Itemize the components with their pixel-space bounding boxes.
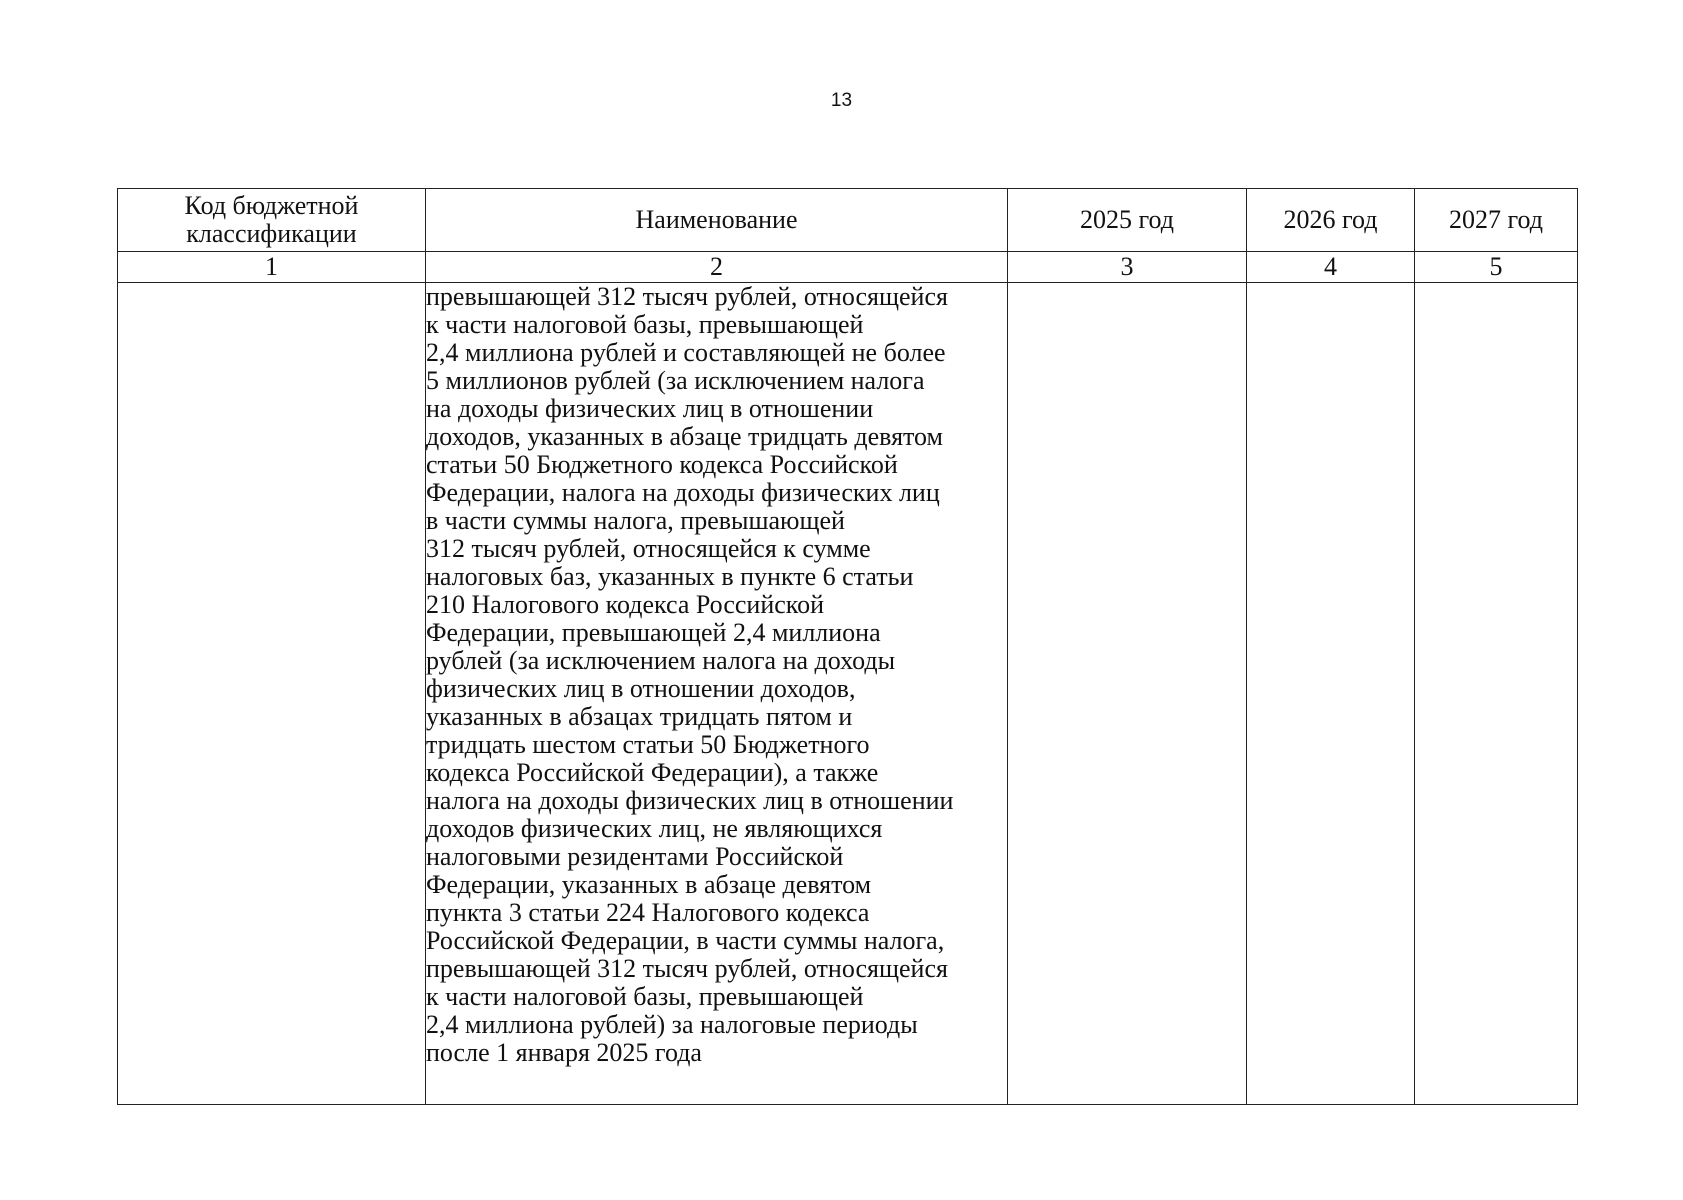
name-text-line: на доходы физических лиц в отношении — [426, 394, 874, 423]
name-text-line: налоговых баз, указанных в пункте 6 статьи — [426, 562, 914, 591]
name-text-line: Федерации, превышающей 2,4 миллиона — [426, 618, 881, 647]
name-text-line: физических лиц в отношении доходов, — [426, 674, 856, 703]
name-text-line: после 1 января 2025 года — [426, 1038, 702, 1067]
name-text-line: кодекса Российской Федерации), а также — [426, 758, 879, 787]
name-text-line: доходов физических лиц, не являющихся — [426, 814, 883, 843]
name-text-line: тридцать шестом статьи 50 Бюджетного — [426, 730, 870, 759]
name-text-line: Федерации, налога на доходы физических лиц — [426, 478, 940, 507]
cell-name — [426, 283, 1008, 1105]
name-text-line: рублей (за исключением налога на доходы — [426, 646, 896, 675]
cell-year-2025 — [1008, 283, 1247, 1105]
budget-table — [117, 188, 1578, 1105]
name-text-line: к части налоговой базы, превышающей — [426, 310, 864, 339]
column-number: 4 — [1247, 252, 1415, 283]
name-text-line: указанных в абзацах тридцать пятом и — [426, 702, 853, 731]
name-text-line: пункта 3 статьи 224 Налогового кодекса — [426, 898, 870, 927]
page-number: 13 — [830, 90, 853, 111]
name-text-line: налога на доходы физических лиц в отношении — [426, 786, 954, 815]
name-text-line: доходов, указанных в абзаце тридцать девятом — [426, 422, 944, 451]
name-text-line: превышающей 312 тысяч рублей, относящейся — [426, 282, 948, 311]
name-text-block — [426, 283, 1007, 1067]
name-text-line: 2,4 миллиона рублей и составляющей не более — [426, 338, 946, 367]
name-text-line: налоговыми резидентами Российской — [426, 842, 844, 871]
name-text-line: 312 тысяч рублей, относящейся к сумме — [426, 534, 871, 563]
column-number: 3 — [1008, 252, 1247, 283]
name-text-line: Федерации, указанных в абзаце девятом — [426, 870, 872, 899]
header-year-2027: 2027 год — [1415, 189, 1578, 252]
name-text-line: 2,4 миллиона рублей) за налоговые периоды — [426, 1010, 918, 1039]
name-text-line: превышающей 312 тысяч рублей, относящейся — [426, 954, 948, 983]
column-number: 1 — [118, 252, 426, 283]
header-code: Код бюджетной классификации — [118, 189, 426, 252]
cell-code — [118, 283, 426, 1105]
table-header-row — [118, 189, 1578, 252]
header-year-2025: 2025 год — [1008, 189, 1247, 252]
table-row — [118, 283, 1578, 1105]
column-number: 2 — [426, 252, 1008, 283]
column-number-row — [118, 252, 1578, 283]
name-text-line: к части налоговой базы, превышающей — [426, 982, 864, 1011]
cell-year-2027 — [1415, 283, 1578, 1105]
name-text-line: в части суммы налога, превышающей — [426, 506, 845, 535]
name-text-line: 210 Налогового кодекса Российской — [426, 590, 824, 619]
name-text-line: Российской Федерации, в части суммы налога, — [426, 926, 945, 955]
name-text-line: 5 миллионов рублей (за исключением налога — [426, 366, 925, 395]
column-number: 5 — [1415, 252, 1578, 283]
cell-year-2026 — [1247, 283, 1415, 1105]
name-text-line: статьи 50 Бюджетного кодекса Российской — [426, 450, 898, 479]
header-year-2026: 2026 год — [1247, 189, 1415, 252]
header-name: Наименование — [426, 189, 1008, 252]
